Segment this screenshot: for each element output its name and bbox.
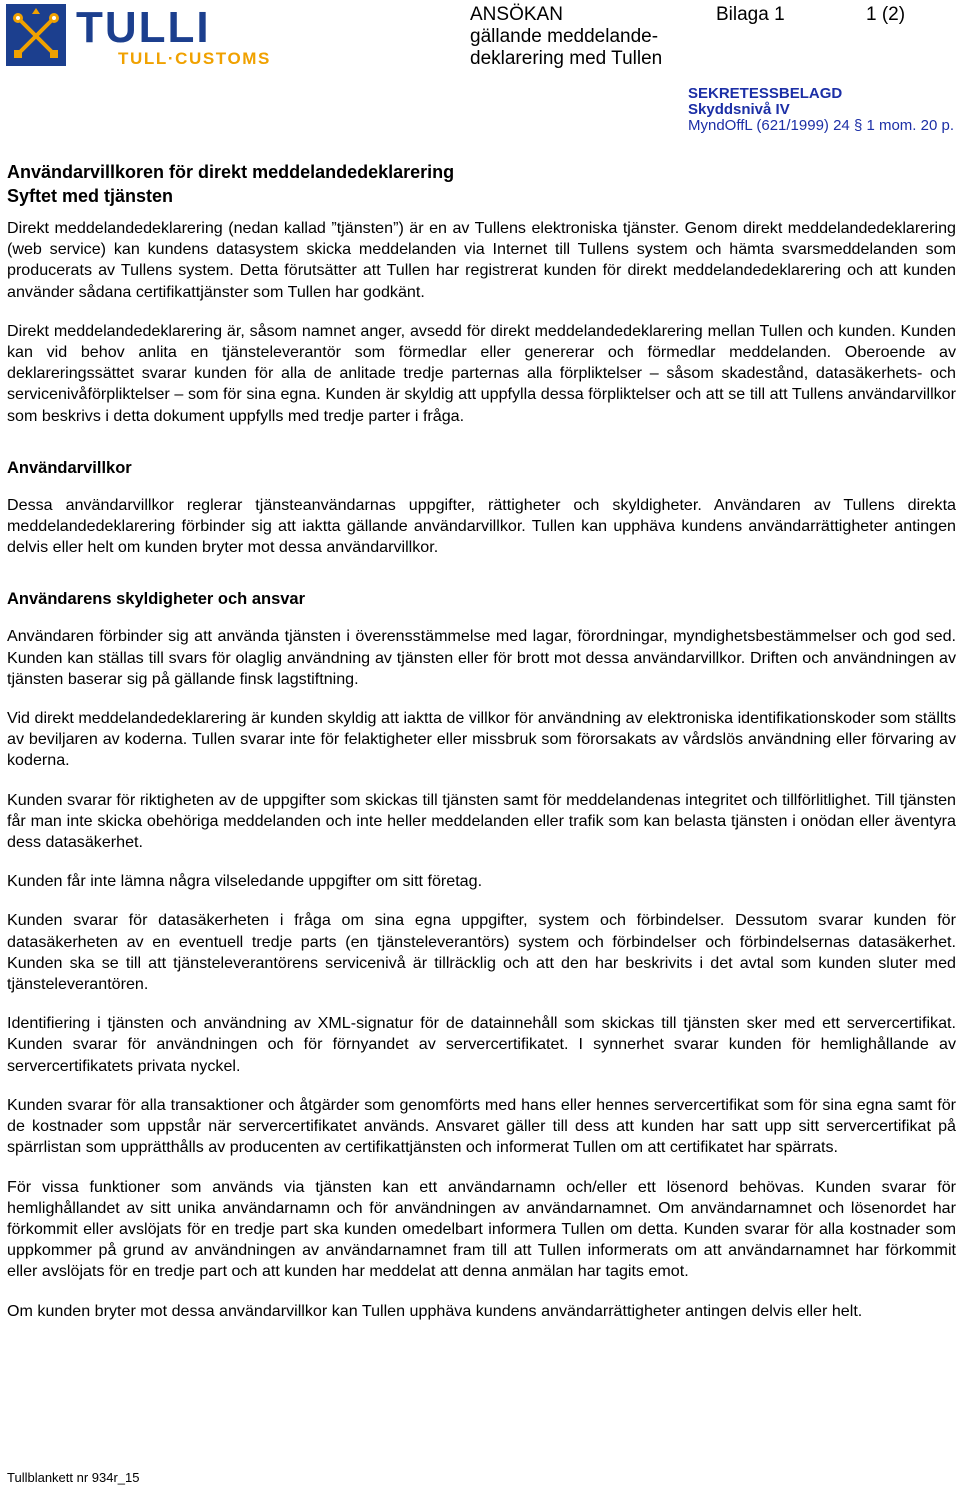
duties-paragraph: Om kunden bryter mot dessa användarvillkor kan Tullen upphäva kundens användarrättigheter antingen delvis eller helt.	[7, 1301, 863, 1320]
classification-block	[688, 86, 954, 134]
page-number: 1 (2)	[866, 4, 906, 25]
duties-paragraph: För vissa funktioner som används via tjänsten kan ett användarnamn och/eller ett lösenord behövas. Kunden svarar för hemlighållandet av sitt unika användarnamn och för användningen av användarnamnet. Om användarnamnet och lösenordet har förkommit eller avslöjats för en tredje part ska kunden omedelbart informera Tullen om detta. Kunden svarar för alla kostnader som uppkommer på grund av användningen av användarnamnet fram till att Tullen informerats om att användarnamnet har förkommit eller avslöjats för en tredje part och att kunden har meddelat att denna anmälan har tagits emot.	[7, 1177, 956, 1281]
intro-paragraph: Direkt meddelandedeklarering är, såsom namnet anger, avsedd för direkt meddelandedeklarering mellan Tullen och kunden. Kunden kan vid behov anlita en tjänsteleverantör som förmedlar eller genererar och förmedlar meddelanden. Oberoende av deklareringssättet svarar kunden för alla de anlitade tredje parternas alla förpliktelser – såsom skadestånd, datasäkerhets- och servicenivåförpliktelser – som för sina egna. Kunden är skyldig att uppfylla dessa förpliktelser och att se till att Tullens användarvillkor som beskrivs i detta dokument uppfylls med tredje parter i fråga.	[7, 321, 956, 425]
document-type-line-2: gällande meddelande-	[470, 26, 659, 47]
page-title: Användarvillkoren för direkt meddelandedeklarering	[7, 162, 455, 182]
attachment-label: Bilaga 1	[716, 4, 785, 25]
protection-level: Skyddsnivå IV	[688, 101, 790, 118]
duties-paragraph: Användaren förbinder sig att använda tjänsten i överensstämmelse med lagar, förordningar, myndighetsbestämmelser och god sed. Kunden kan ställas till svars för olaglig användning av tjänsten eller för brott mot dessa användarvillkor. Driften och användningen av tjänsten baserar sig på gällande finsk lagstiftning.	[7, 627, 956, 688]
document-body	[7, 160, 956, 1322]
logo-name: TULLI	[76, 3, 211, 52]
section-heading-terms: Användarvillkor	[7, 458, 132, 477]
tulli-logo	[6, 4, 296, 66]
document-type-line-1: ANSÖKAN	[470, 4, 563, 25]
duties-paragraph: Identifiering i tjänsten och användning av XML-signatur för de datainnehåll som skickas till tjänsten sker med ett servercertifikat. Kunden svarar för användningen och för förnyandet av servercertifikatet. I synnerhet svarar kunden för hemlighållande av servercertifikatets privata nyckel.	[7, 1014, 956, 1075]
legal-reference: MyndOffL (621/1999) 24 § 1 mom. 20 p.	[688, 117, 954, 134]
intro-paragraph: Direkt meddelandedeklarering (nedan kallad ”tjänsten”) är en av Tullens elektroniska tjänster. Genom direkt meddelandedeklarering (web service) kan kundens datasystem skicka meddelanden via Internet till Tullens system och hämta svarsmeddelanden som producerats av Tullens system. Detta förutsätter att Tullen har registrerat kunden för direkt meddelandedeklarering och att kunden använder sådana certifikattjänster som Tullen har godkänt.	[7, 219, 956, 301]
duties-paragraph: Kunden får inte lämna några vilseledande uppgifter om sitt företag.	[7, 872, 483, 891]
tulli-emblem-icon	[6, 4, 66, 66]
duties-paragraph: Vid direkt meddelandedeklarering är kunden skyldig att iaktta de villkor för användning av elektroniska identifikationskoder som ställts av beviljaren av koderna. Tullen svarar inte för felaktigheter eller missbruk som förorsakats av vårdslös användning eller förvaring av koderna.	[7, 709, 956, 770]
section-heading-duties: Användarens skyldigheter och ansvar	[7, 590, 306, 609]
logo-tagline: TULL·CUSTOMS	[118, 49, 271, 68]
duties-paragraph: Kunden svarar för riktigheten av de uppgifter som skickas till tjänsten samt för meddelandenas integritet och tillförlitlighet. Till tjänsten får man inte skicka obehöriga meddelanden och inte heller meddelanden eller trafik som kan belasta tjänsten i onödan eller äventyra dess datasäkerhet.	[7, 790, 956, 852]
document-type	[470, 4, 662, 70]
form-number: Tullblankett nr 934r_15	[7, 1470, 140, 1485]
duties-paragraph: Kunden svarar för datasäkerheten i fråga om sina egna uppgifter, system och förbindelser. Dessutom svarar kunden för datasäkerheten av en eventuell tredje parts (en tjänsteleverantörs) system och förbindelser och förbindelsernas datasäkerhet. Kunden ska se till att tjänsteleverantörens servicenivå är tillräcklig och att den har beskrivits i det avtal som kunden sluter med tjänsteleverantören.	[7, 911, 956, 994]
terms-paragraph: Dessa användarvillkor reglerar tjänsteanvändarnas uppgifter, rättigheter och skyldigheter. Användaren av Tullens direkta meddelandedeklarering förbinder sig att iaktta gällande användarvillkor. Tullen kan upphäva kundens användarrättigheter antingen delvis eller helt om kunden bryter mot dessa användarvillkor.	[7, 495, 956, 557]
duties-paragraph: Kunden svarar för alla transaktioner och åtgärder som genomförts med hans eller hennes servercertifikat som för sina egna samt för de kostnader som uppstår när servercertifikatet används. Ansvaret gäller till dess att kunden har satt upp sitt servercertifikat på spärrlistan som upprätthålls av producenten av certifikattjänsten och informerat Tullen om att certifikatet har spärrats.	[7, 1095, 956, 1157]
document-type-line-3: deklarering med Tullen	[470, 48, 663, 69]
classification-label: SEKRETESSBELAGD	[688, 85, 843, 102]
page-subtitle: Syftet med tjänsten	[7, 186, 174, 206]
